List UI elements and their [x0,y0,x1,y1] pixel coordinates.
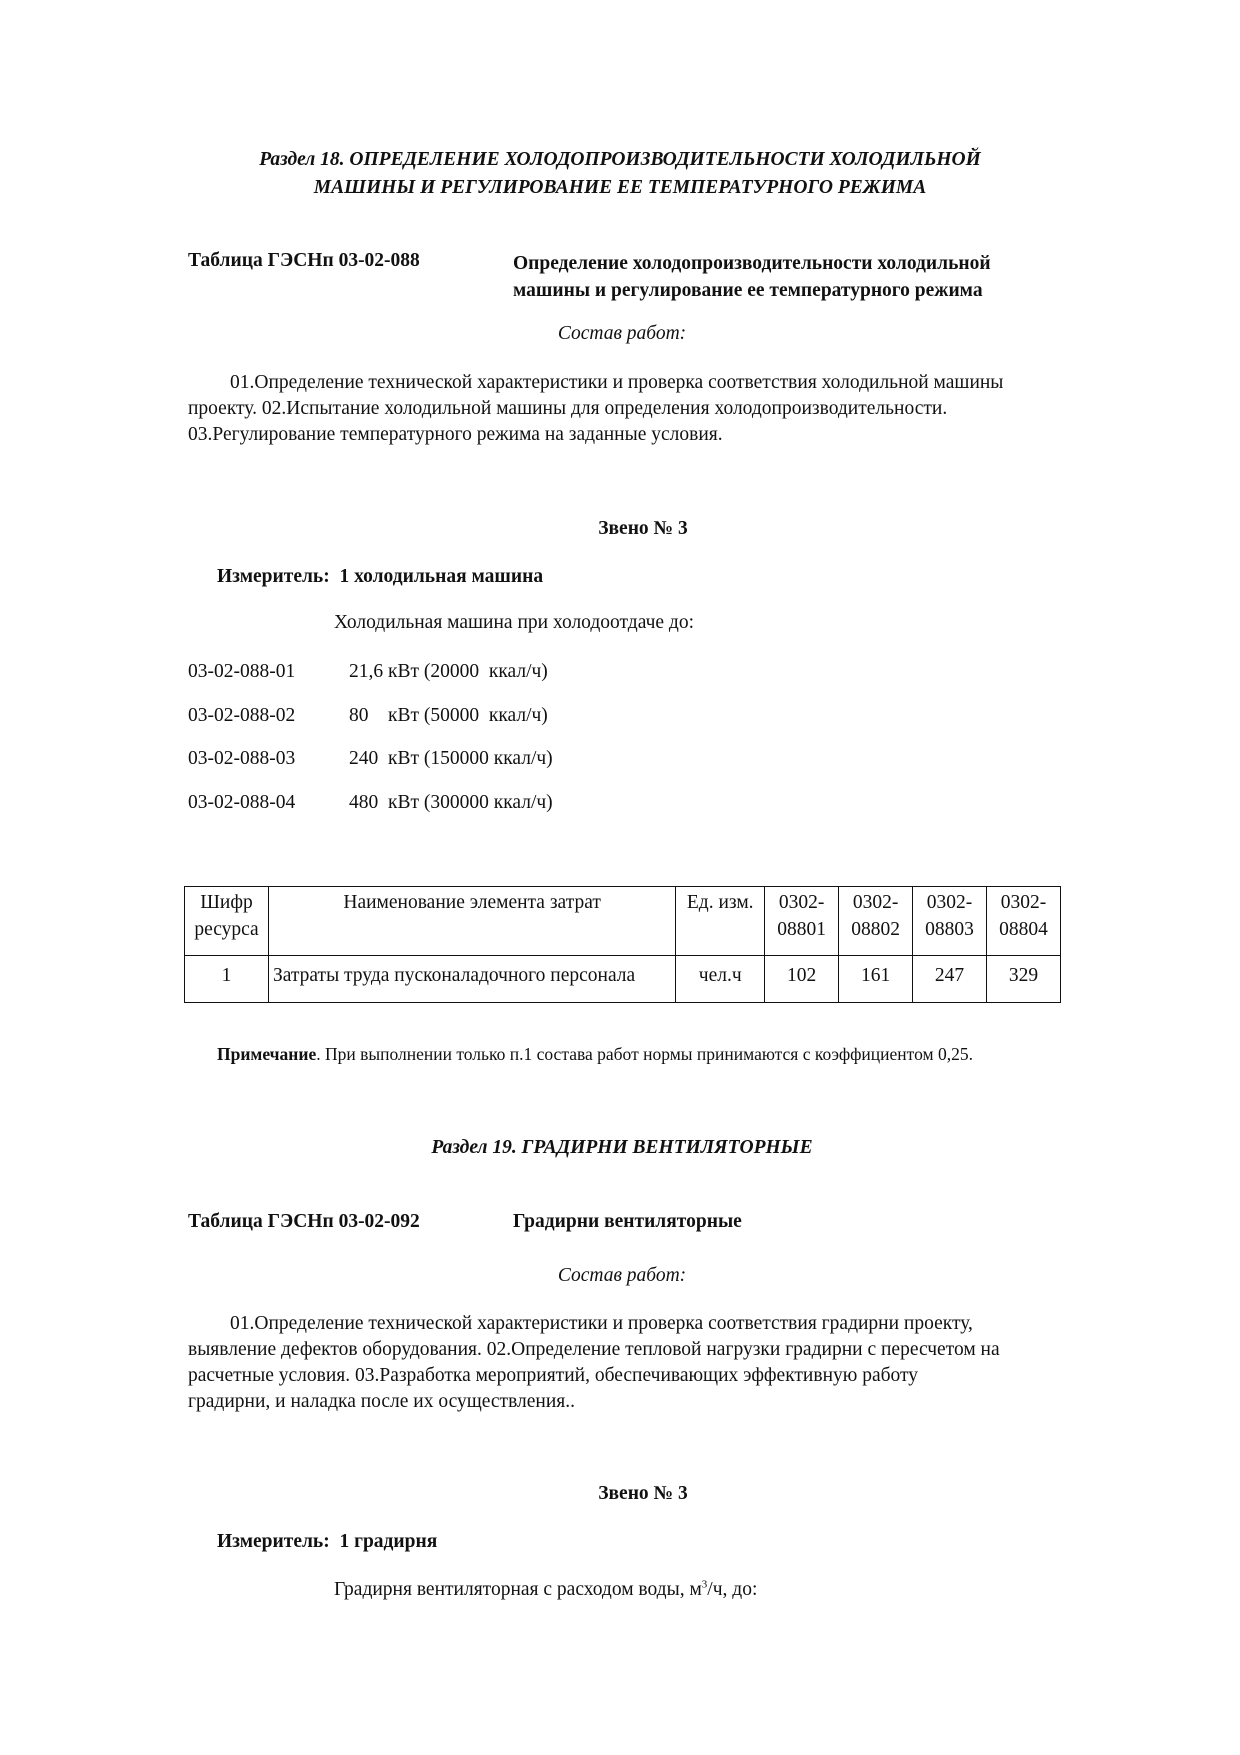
header-resource-code-line2: ресурса [194,919,259,940]
meter-18 [217,566,543,588]
table-088-title-line2: машины и регулирование ее температурного режима [513,280,983,301]
cell-unit: чел.ч [676,956,765,1003]
meter-18-value: 1 холодильная машина [339,566,544,587]
work-19-line4: градирни, и наладка после их осуществления.. [188,1391,576,1412]
table-088-title-line1: Определение холодопроизводительности холодильной [513,253,991,274]
table-088-title [513,250,991,304]
header-rate-col-line2: 08802 [851,919,900,940]
header-rate-col [987,887,1061,956]
work-19-line3: расчетные условия. 03.Разработка мероприятий, обеспечивающих эффективную работу [188,1365,919,1386]
header-rate-col-line1: 0302- [852,892,899,913]
table-092-title: Градирни вентиляторные [513,1211,742,1232]
superscript-exponent: 3 [701,1578,708,1591]
work-composition-text-18 [188,370,1003,448]
meter-19-value: 1 градирня [339,1531,438,1552]
cell-rate-value: 247 [913,956,987,1003]
header-rate-col-line1: 0302- [1000,892,1047,913]
rate-code: 03-02-088-03 [188,748,296,769]
header-rate-col-line1: 0302- [926,892,973,913]
cell-rate-value: 329 [987,956,1061,1003]
work-composition-heading-18: Состав работ: [557,323,687,344]
work-19-line1: 01.Определение технической характеристики и проверка соответствия градирни проекту, [230,1313,973,1334]
header-rate-col [913,887,987,956]
cell-rate-value: 102 [765,956,839,1003]
cell-resource-code: 1 [185,956,269,1003]
meter-18-label: Измеритель: [217,566,330,587]
section-18-title-line1: Раздел 18. ОПРЕДЕЛЕНИЕ ХОЛОДОПРОИЗВОДИТЕЛЬНОСТИ ХОЛОДИЛЬНОЙ [259,149,981,170]
header-resource-code [185,887,269,956]
section-18-title [188,146,1052,202]
table-092-code: Таблица ГЭСНп 03-02-092 [188,1211,420,1232]
note-18 [217,1044,973,1065]
cost-table-header-row [185,887,1061,956]
table-row [185,956,1061,1003]
rate-value: 480 кВт (300000 ккал/ч) [349,792,553,813]
header-rate-col-line2: 08803 [925,919,974,940]
subheading-text: Градирня вентиляторная с расходом воды, м [334,1579,702,1600]
header-rate-col [839,887,913,956]
rate-value: 240 кВт (150000 ккал/ч) [349,748,553,769]
rate-code: 03-02-088-04 [188,792,296,813]
work-18-line2: проекту. 02.Испытание холодильной машины для определения холодопроизводительности. [188,398,948,419]
header-rate-col-line2: 08801 [777,919,827,940]
header-rate-col-line2: 08804 [999,919,1048,940]
crew-label-18: Звено № 3 [598,518,688,539]
work-18-line3: 03.Регулирование температурного режима на заданные условия. [188,424,723,445]
work-19-line2: выявление дефектов оборудования. 02.Определение тепловой нагрузки градирни с пересчетом на [188,1339,1000,1360]
meter-19 [217,1531,437,1553]
header-rate-col [765,887,839,956]
header-rate-col-line1: 0302- [778,892,825,913]
header-resource-code-line1: Шифр [200,892,253,913]
cell-rate-value: 161 [839,956,913,1003]
header-cost-element: Наименование элемента затрат [268,887,675,956]
table-088-code: Таблица ГЭСНп 03-02-088 [188,250,420,271]
crew-label-19: Звено № 3 [598,1483,688,1504]
section-18-title-line2: МАШИНЫ И РЕГУЛИРОВАНИЕ ЕЕ ТЕМПЕРАТУРНОГО РЕЖИМА [313,177,927,198]
header-unit: Ед. изм. [676,887,765,956]
cost-table [184,886,1061,1003]
rate-value: 21,6 кВт (20000 ккал/ч) [349,661,548,682]
note-text: . При выполнении только п.1 состава работ нормы принимаются с коэффициентом 0,25. [316,1044,973,1064]
cell-cost-element: Затраты труда пусконаладочного персонала [268,956,675,1003]
cooling-tower-subheading [334,1579,757,1601]
meter-19-label: Измеритель: [217,1531,330,1552]
work-18-line1: 01.Определение технической характеристики и проверка соответствия холодильной машины [230,372,1004,393]
rate-code: 03-02-088-01 [188,661,296,682]
work-composition-text-19 [188,1311,1000,1415]
section-19-title: Раздел 19. ГРАДИРНИ ВЕНТИЛЯТОРНЫЕ [431,1137,813,1158]
work-composition-heading-19: Состав работ: [557,1265,687,1286]
subheading-suffix: /ч, до: [707,1579,758,1600]
rate-value: 80 кВт (50000 ккал/ч) [349,705,548,726]
rate-code: 03-02-088-02 [188,705,296,726]
note-label: Примечание [217,1044,317,1064]
machine-subheading: Холодильная машина при холодоотдаче до: [334,612,695,633]
